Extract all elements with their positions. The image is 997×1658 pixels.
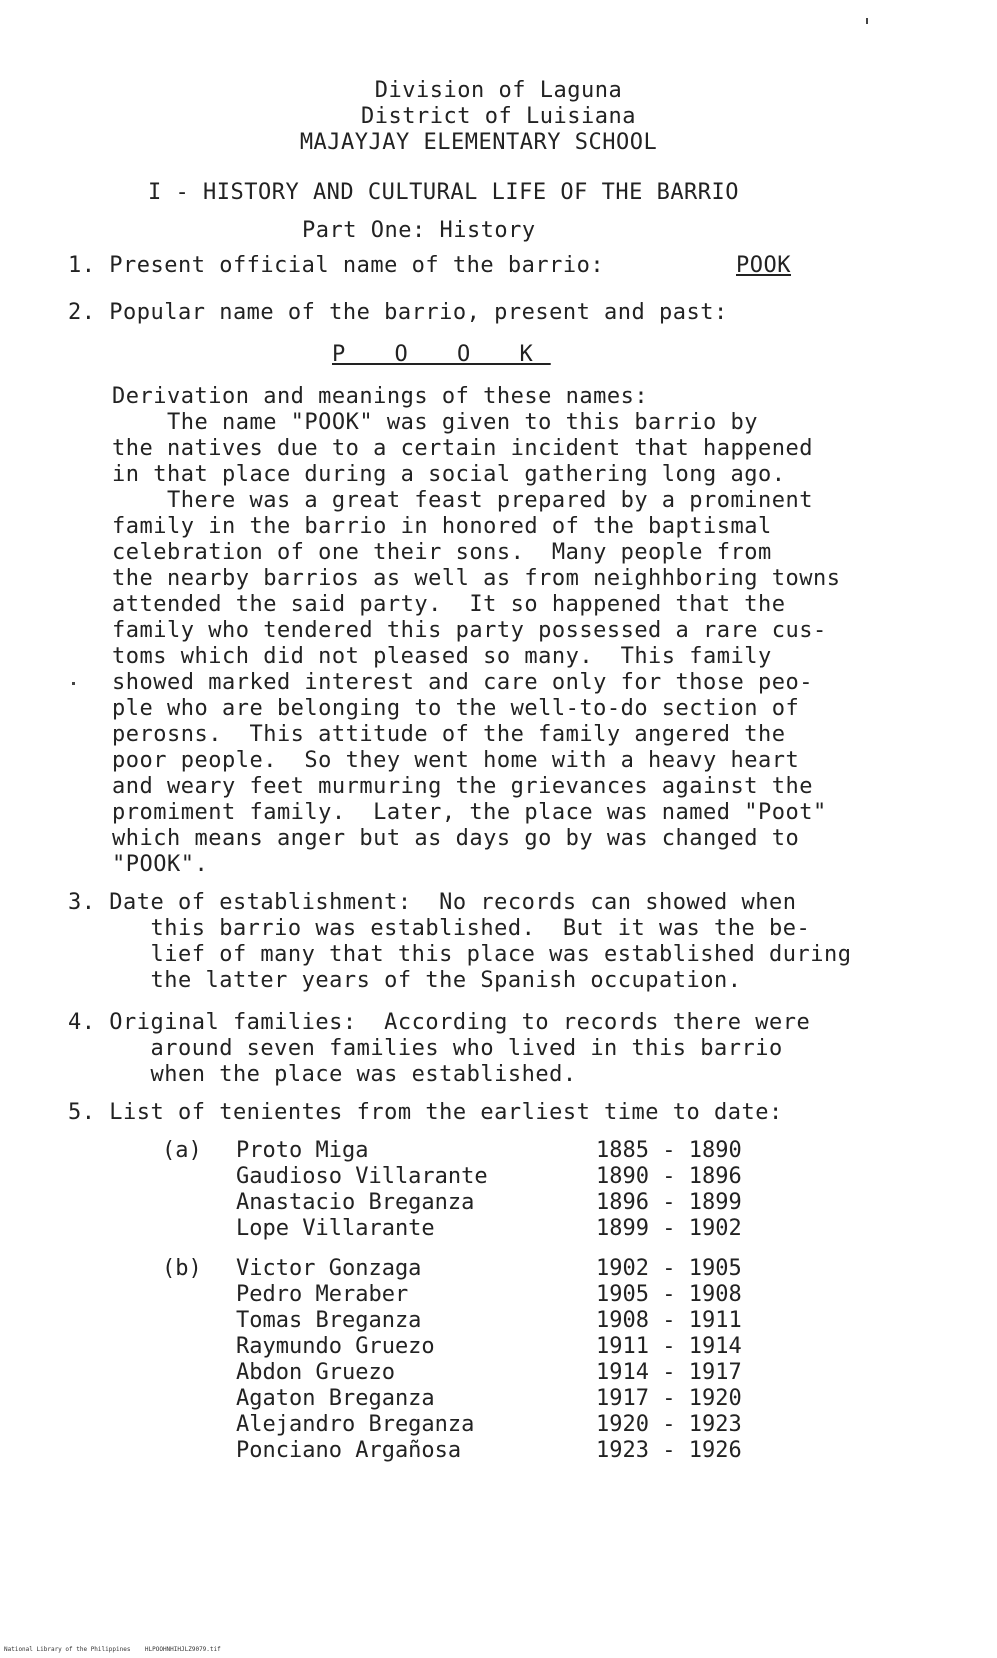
- q3-line: this barrio was established. But it was the be-: [68, 916, 811, 941]
- q1-value: POOK: [736, 253, 791, 278]
- footer-caption: National Library of the Philippines HLPOOHNHIHJLZ9079.tif: [4, 1646, 221, 1653]
- teniente-name: Victor Gonzaga: [236, 1256, 422, 1281]
- paragraph-line: family who tendered this party possessed a rare cus-: [112, 618, 827, 643]
- q1-label: 1. Present official name of the barrio:: [68, 253, 605, 278]
- paragraph-line: toms which did not pleased so many. This family: [112, 644, 772, 669]
- teniente-name: Tomas Breganza: [236, 1308, 422, 1333]
- teniente-years: 1905 - 1908: [596, 1282, 742, 1307]
- paragraph-line: celebration of one their sons. Many people from: [112, 540, 772, 565]
- teniente-years: 1917 - 1920: [596, 1386, 742, 1411]
- paragraph-line: ple who are belonging to the well-to-do section of: [112, 696, 800, 721]
- paragraph-line: poor people. So they went home with a heavy heart: [112, 748, 800, 773]
- q4-line: around seven families who lived in this barrio: [68, 1036, 783, 1061]
- q3-line: lief of many that this place was established during: [68, 942, 852, 967]
- paragraph-line: and weary feet murmuring the grievances against the: [112, 774, 814, 799]
- paragraph-line: the natives due to a certain incident that happened: [112, 436, 814, 461]
- district-heading: District of Luisiana: [361, 104, 636, 129]
- q4-line: when the place was established.: [68, 1062, 577, 1087]
- paragraph-line: attended the said party. It so happened that the: [112, 592, 786, 617]
- paragraph-line: showed marked interest and care only for those peo-: [112, 670, 814, 695]
- teniente-name: Proto Miga: [236, 1138, 369, 1163]
- paragraph-line: The name "POOK" was given to this barrio by: [112, 410, 759, 435]
- paragraph-line: There was a great feast prepared by a prominent: [112, 488, 814, 513]
- teniente-years: 1899 - 1902: [596, 1216, 742, 1241]
- teniente-years: 1911 - 1914: [596, 1334, 742, 1359]
- teniente-name: Anastacio Breganza: [236, 1190, 475, 1215]
- q3-line: 3. Date of establishment: No records can showed when: [68, 890, 797, 915]
- paragraph-line: promiment family. Later, the place was named "Poot": [112, 800, 827, 825]
- scan-speck: [866, 18, 868, 24]
- q5-label: 5. List of tenientes from the earliest time to date:: [68, 1100, 783, 1125]
- q2-value: P O O K: [332, 342, 551, 367]
- teniente-name: Abdon Gruezo: [236, 1360, 395, 1385]
- teniente-years: 1890 - 1896: [596, 1164, 742, 1189]
- teniente-name: Pedro Meraber: [236, 1282, 409, 1307]
- teniente-name: Agaton Breganza: [236, 1386, 435, 1411]
- paragraph-line: in that place during a social gathering long ago.: [112, 462, 786, 487]
- paragraph-line: which means anger but as days go by was changed to: [112, 826, 800, 851]
- q4-line: 4. Original families: According to records there were: [68, 1010, 811, 1035]
- teniente-years: 1923 - 1926: [596, 1438, 742, 1463]
- q2-label: 2. Popular name of the barrio, present and past:: [68, 300, 728, 325]
- section-title: I - HISTORY AND CULTURAL LIFE OF THE BARRIO: [148, 180, 740, 205]
- group-b-label: (b): [162, 1256, 202, 1281]
- teniente-name: Lope Villarante: [236, 1216, 435, 1241]
- teniente-name: Gaudioso Villarante: [236, 1164, 488, 1189]
- paragraph-line: perosns. This attitude of the family angered the: [112, 722, 786, 747]
- q3-line: the latter years of the Spanish occupation.: [68, 968, 742, 993]
- teniente-years: 1902 - 1905: [596, 1256, 742, 1281]
- teniente-years: 1908 - 1911: [596, 1308, 742, 1333]
- teniente-years: 1885 - 1890: [596, 1138, 742, 1163]
- scan-speck: [72, 682, 75, 685]
- teniente-years: 1920 - 1923: [596, 1412, 742, 1437]
- teniente-name: Ponciano Argañosa: [236, 1438, 462, 1463]
- paragraph-line: the nearby barrios as well as from neighhboring towns: [112, 566, 841, 591]
- group-a-label: (a): [162, 1138, 202, 1163]
- teniente-years: 1914 - 1917: [596, 1360, 742, 1385]
- paragraph-line: family in the barrio in honored of the baptismal: [112, 514, 772, 539]
- teniente-years: 1896 - 1899: [596, 1190, 742, 1215]
- part-title: Part One: History: [302, 218, 536, 243]
- derivation-label: Derivation and meanings of these names:: [112, 384, 649, 409]
- paragraph-line: "POOK".: [112, 852, 209, 877]
- teniente-name: Raymundo Gruezo: [236, 1334, 435, 1359]
- school-heading: MAJAYJAY ELEMENTARY SCHOOL: [299, 130, 658, 155]
- teniente-name: Alejandro Breganza: [236, 1412, 475, 1437]
- division-heading: Division of Laguna: [374, 78, 623, 103]
